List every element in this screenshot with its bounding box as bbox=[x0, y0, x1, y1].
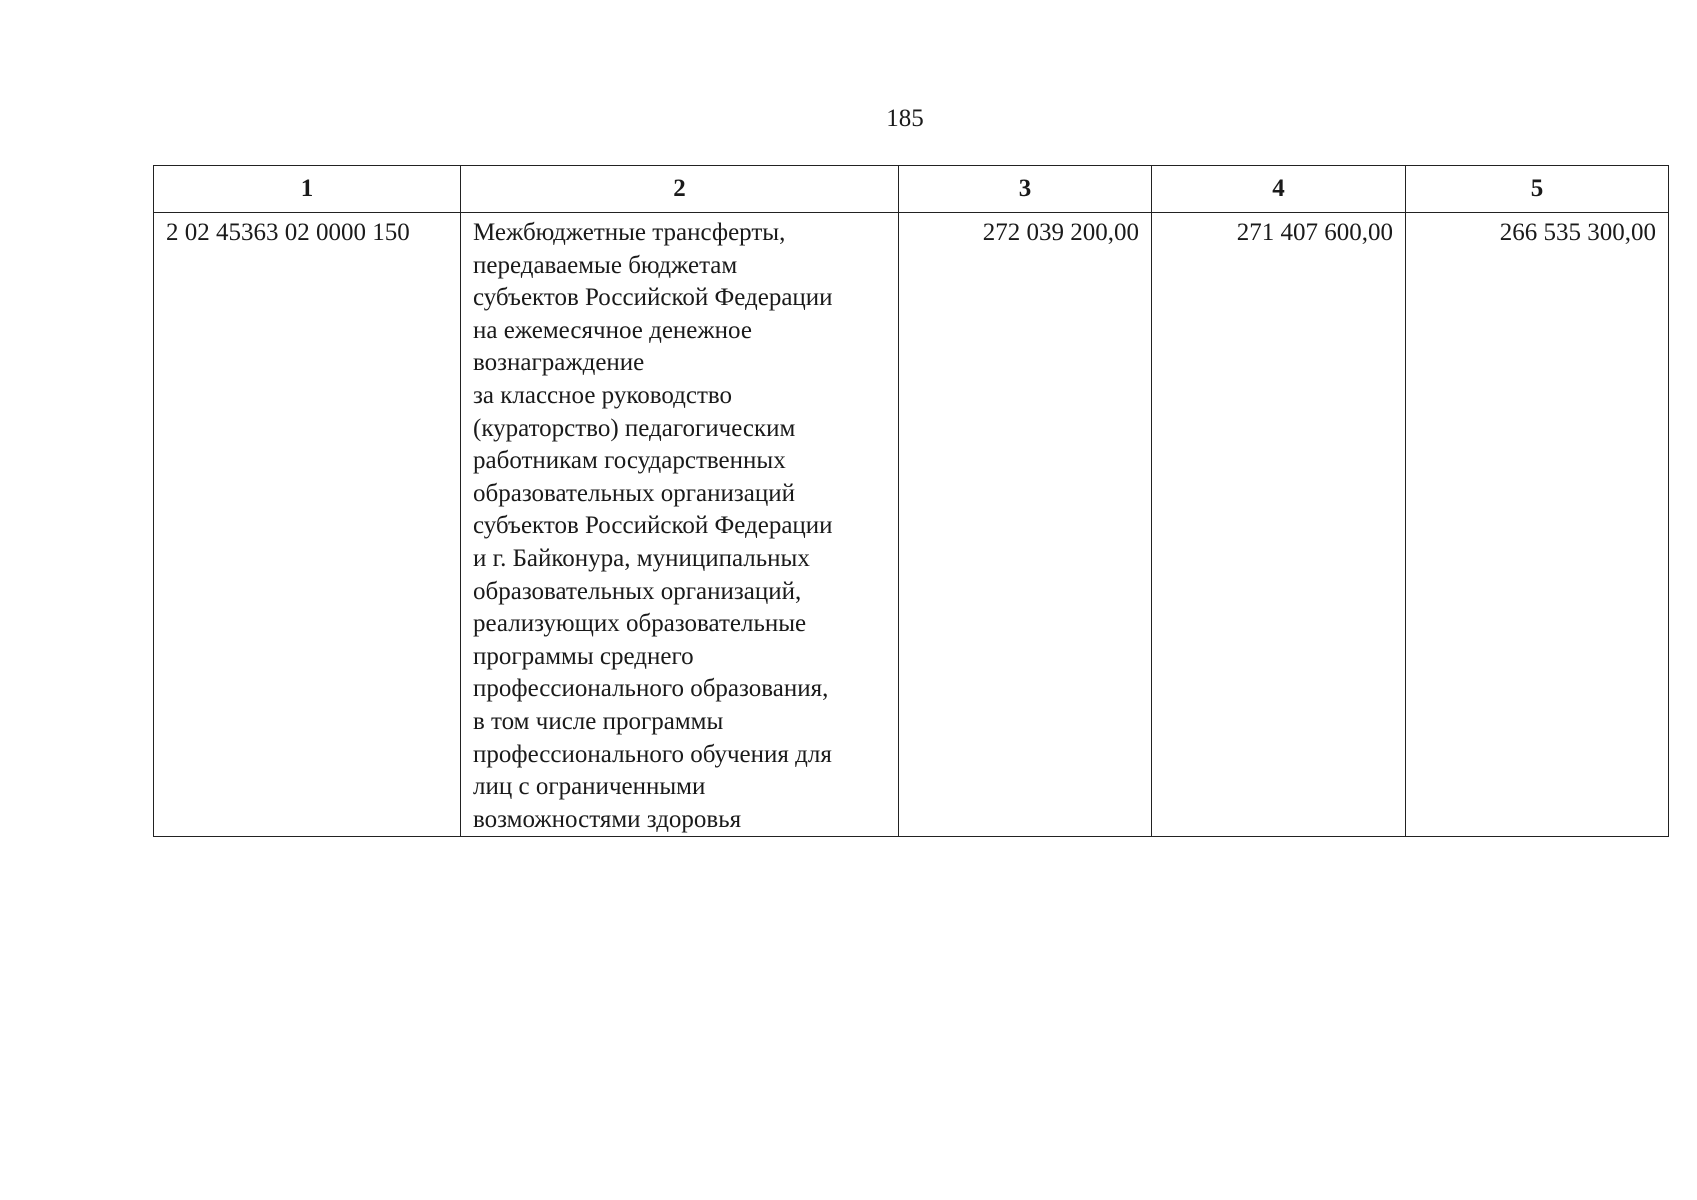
description-line: реализующих образовательные bbox=[473, 610, 807, 638]
description-line: на ежемесячное денежное bbox=[473, 316, 752, 344]
description-line: (кураторство) педагогическим bbox=[473, 414, 796, 442]
description-line: возможностями здоровья bbox=[473, 805, 742, 833]
description-line: профессионального обучения для bbox=[473, 740, 832, 768]
header-col-1: 1 bbox=[154, 166, 461, 213]
table-body bbox=[154, 213, 1669, 837]
page-number: 185 bbox=[886, 105, 924, 132]
description-line: передаваемые бюджетам bbox=[473, 251, 738, 279]
description-cell bbox=[461, 213, 899, 837]
table-header bbox=[154, 166, 1669, 213]
amount-col-4: 271 407 600,00 bbox=[1152, 213, 1406, 837]
header-col-2: 2 bbox=[461, 166, 899, 213]
description-line: вознаграждение bbox=[473, 349, 645, 377]
description-line: программы среднего bbox=[473, 642, 694, 670]
amount-col-5: 266 535 300,00 bbox=[1406, 213, 1669, 837]
header-col-5: 5 bbox=[1406, 166, 1669, 213]
budget-table bbox=[153, 165, 1669, 837]
description-line: лиц с ограниченными bbox=[473, 773, 706, 801]
header-col-4: 4 bbox=[1152, 166, 1406, 213]
description-line: субъектов Российской Федерации bbox=[473, 284, 833, 312]
amount-col-3: 272 039 200,00 bbox=[899, 213, 1152, 837]
description-line: субъектов Российской Федерации bbox=[473, 512, 833, 540]
description-line: профессионального образования, bbox=[473, 675, 829, 703]
description-line: за классное руководство bbox=[473, 381, 732, 409]
budget-code-cell: 2 02 45363 02 0000 150 bbox=[154, 213, 461, 837]
table-row bbox=[154, 213, 1669, 837]
description-line: Межбюджетные трансферты, bbox=[473, 219, 786, 246]
header-row bbox=[154, 166, 1669, 213]
description-line: образовательных организаций, bbox=[473, 577, 802, 605]
description-line: работникам государственных bbox=[473, 447, 786, 475]
description-line: и г. Байконура, муниципальных bbox=[473, 544, 810, 572]
description-line: образовательных организаций bbox=[473, 479, 796, 507]
description-line: в том числе программы bbox=[473, 707, 724, 735]
header-col-3: 3 bbox=[899, 166, 1152, 213]
